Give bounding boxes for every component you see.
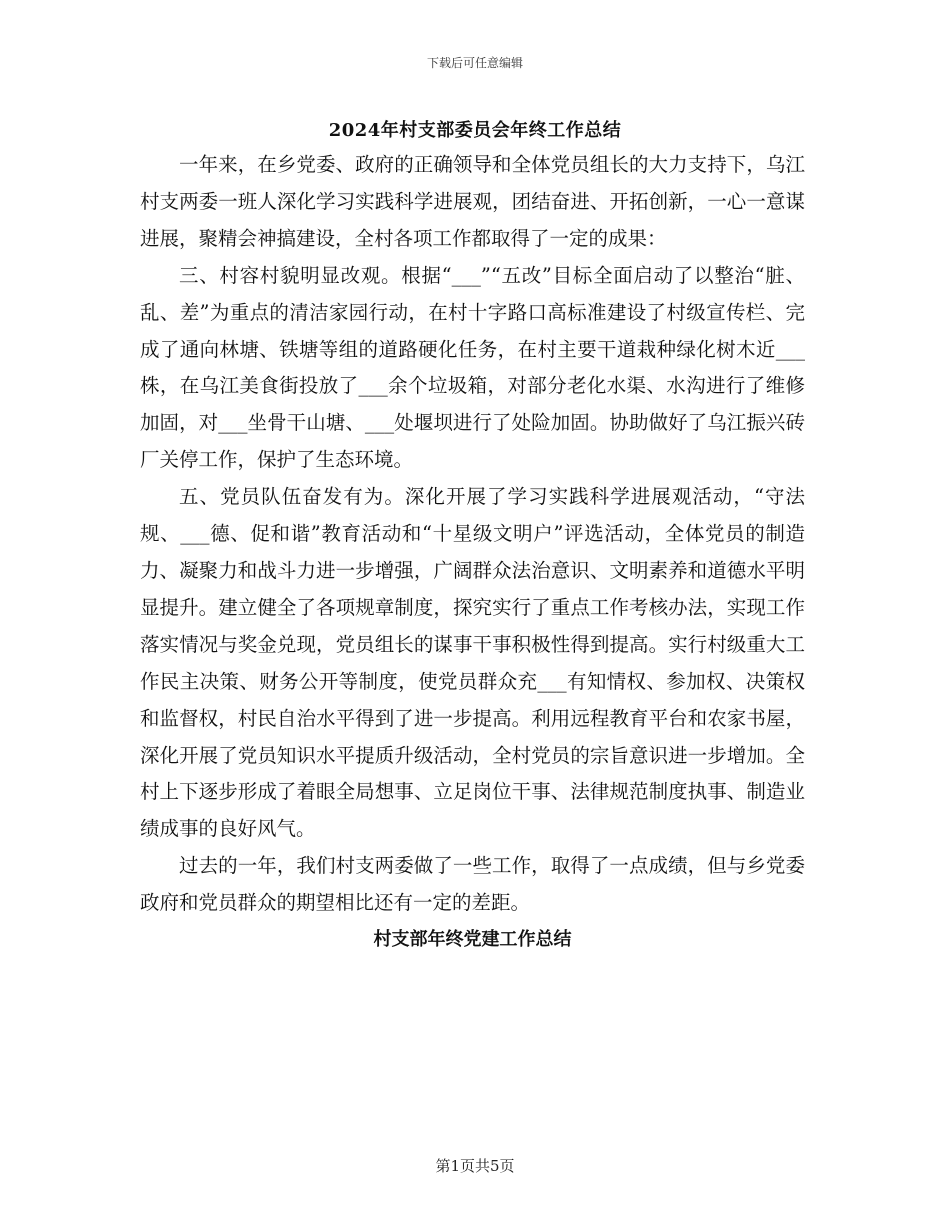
paragraph-intro: 一年来，在乡党委、政府的正确领导和全体党员组长的大力支持下，乌江村支两委一班人深化学习实践科学进展观，团结奋进、开拓创新，一心一意谋进展，聚精会神搞建设，全村各项工作都取得了一定的成果： bbox=[140, 153, 805, 250]
document-title: 2024年村支部委员会年终工作总结 bbox=[328, 120, 622, 141]
page-header-note: 下载后可任意编辑 bbox=[426, 56, 523, 70]
paragraph-party-members: 五、党员队伍奋发有为。深化开展了学习实践科学进展观活动，“守法规、___德、促和谐”教育活动和“十星级文明户”评选活动，全体党员的制造力、凝聚力和战斗力进一步增强，广阔群众法治意识、文明素养和道德水平明显提升。建立健全了各项规章制度，探究实行了重点工作考核办法，实现工作落实情况与奖金兑现，党员组长的谋事干事积极性得到提高。实行村级重大工作民主决策、财务公开等制度，使党员群众充___有知情权、参加权、决策权和监督权，村民自治水平得到了进一步提高。利用远程教育平台和农家书屋，深化开展了党员知识水平提质升级活动，全村党员的宗旨意识进一步增加。全村上下逐步形成了着眼全局想事、立足岗位干事、法律规范制度执事、制造业绩成事的良好风气。 bbox=[140, 485, 805, 841]
paragraph-village-appearance: 三、村容村貌明显改观。根据“___”“五改”目标全面启动了以整治“脏、乱、差”为重点的清洁家园行动，在村十字路口高标准建设了村级宣传栏、完成了通向林塘、铁塘等组的道路硬化任务，在村主要干道栽种绿化树木近___株，在乌江美食街投放了___余个垃圾箱，对部分老化水渠、水沟进行了维修加固，对___坐骨干山塘、___处堰坝进行了处险加固。协助做好了乌江振兴砖厂关停工作，保护了生态环境。 bbox=[140, 263, 805, 472]
section-subtitle: 村支部年终党建工作总结 bbox=[373, 929, 572, 951]
paragraph-conclusion: 过去的一年，我们村支两委做了一些工作，取得了一点成绩，但与乡党委政府和党员群众的期望相比还有一定的差距。 bbox=[140, 854, 805, 915]
page-number: 第1页共5页 bbox=[435, 1157, 515, 1175]
document-body bbox=[140, 147, 805, 959]
